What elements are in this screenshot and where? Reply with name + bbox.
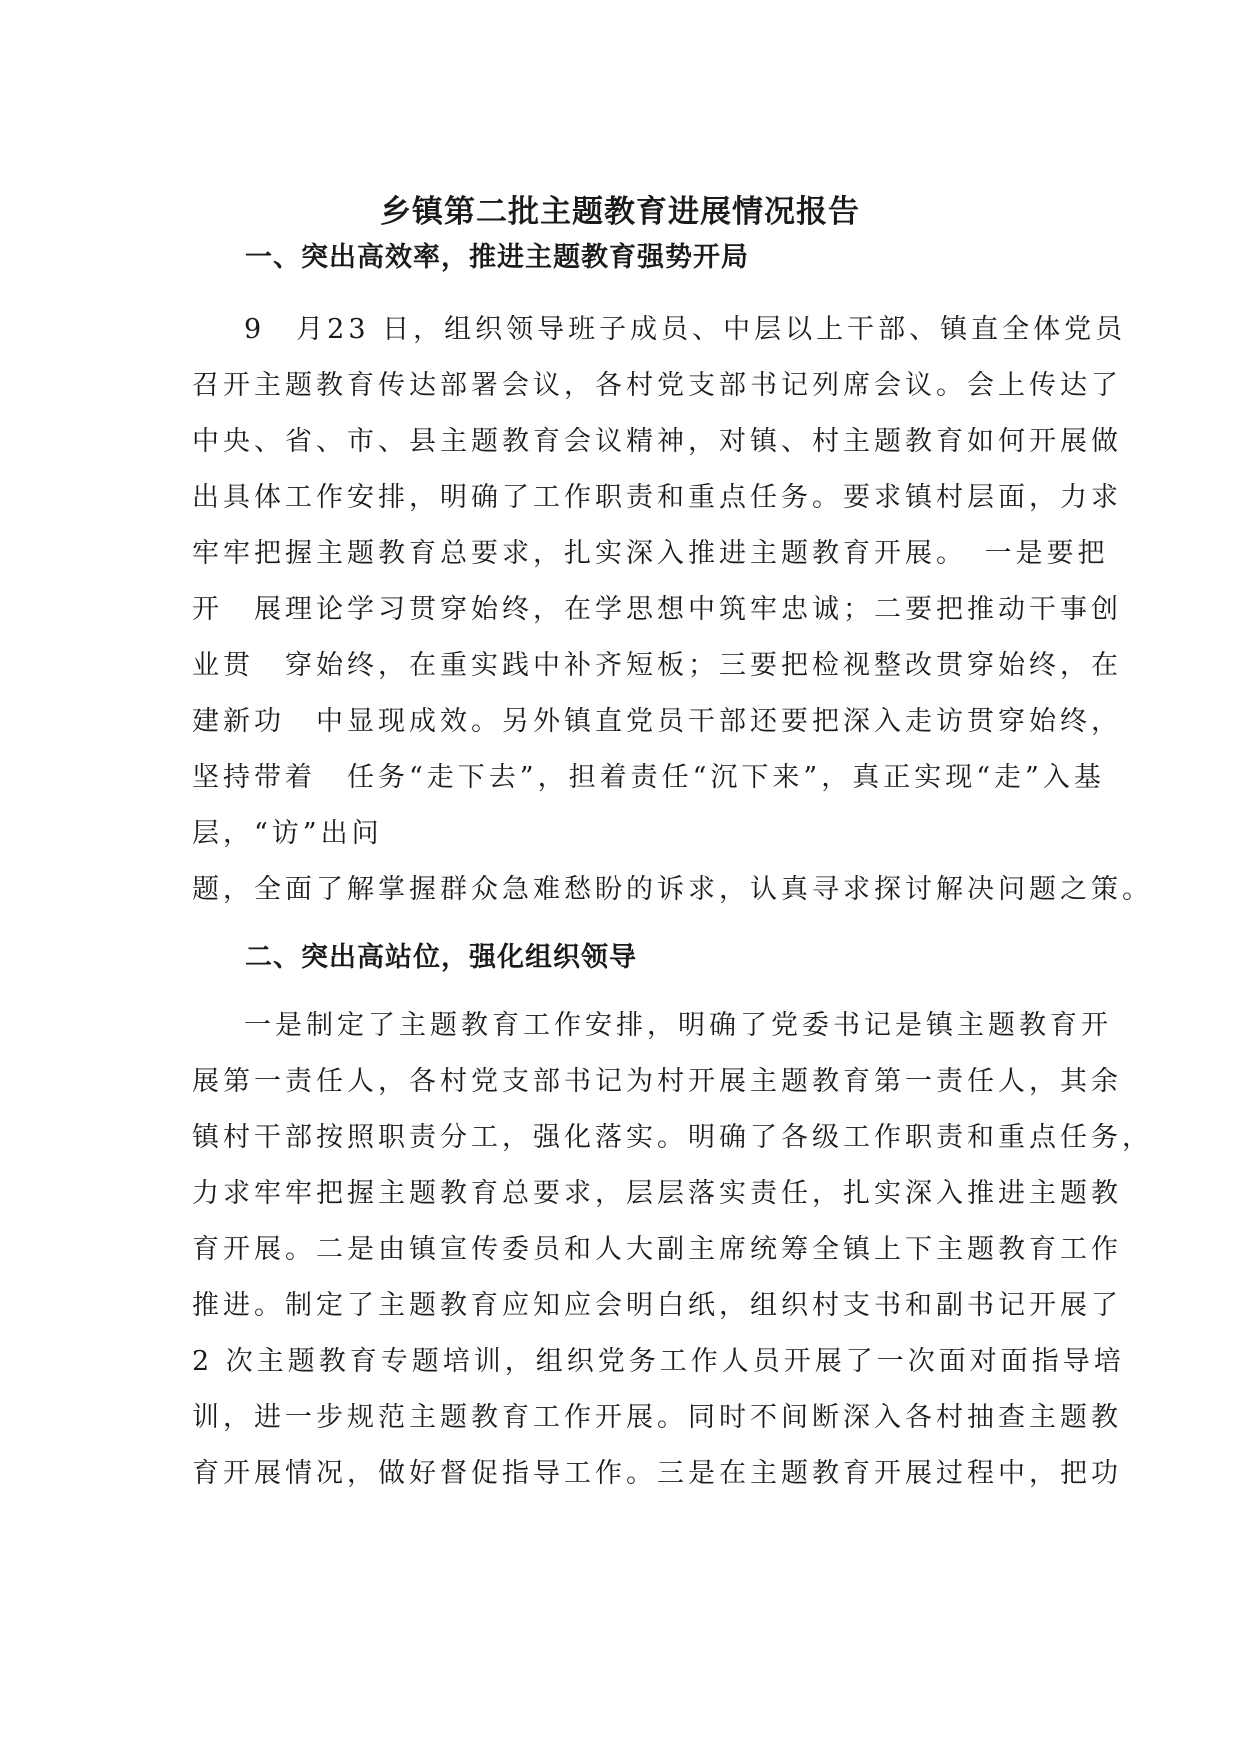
section-1-line: 业贯 穿始终，在重实践中补齐短板；三要把检视整改贯穿始终，在: [192, 650, 1122, 681]
section-1-line: 层，“访”出问: [192, 818, 383, 849]
section-1-line: 召开主题教育传达部署会议，各村党支部书记列席会议。会上传达了: [192, 370, 1122, 401]
section-2-line: 镇村干部按照职责分工，强化落实。明确了各级工作职责和重点任务，: [192, 1122, 1153, 1153]
section-2-line: 育开展情况，做好督促指导工作。三是在主题教育开展过程中，把功: [192, 1458, 1122, 1489]
document-title: 乡镇第二批主题教育进展情况报告: [380, 194, 860, 230]
section-2-line: 力求牢牢把握主题教育总要求，层层落实责任，扎实深入推进主题教: [192, 1178, 1122, 1209]
section-2-line: 训，进一步规范主题教育工作开展。同时不间断深入各村抽查主题教: [192, 1402, 1122, 1433]
section-1-line: 坚持带着 任务“走下去”，担着责任“沉下来”，真正实现“走”入基: [192, 762, 1105, 793]
section-1-line: 出具体工作安排，明确了工作职责和重点任务。要求镇村层面，力求: [192, 482, 1122, 513]
section-2-line: 推进。制定了主题教育应知应会明白纸，组织村支书和副书记开展了: [192, 1290, 1122, 1321]
section-2-line: 展第一责任人，各村党支部书记为村开展主题教育第一责任人，其余: [192, 1066, 1122, 1097]
section-1-line: 建新功 中显现成效。另外镇直党员干部还要把深入走访贯穿始终，: [192, 706, 1122, 737]
section-2-line: 育开展。二是由镇宣传委员和人大副主席统筹全镇上下主题教育工作: [192, 1234, 1122, 1265]
section-2-heading: 二、突出高站位，强化组织领导: [245, 942, 637, 973]
section-1-line: 中央、省、市、县主题教育会议精神，对镇、村主题教育如何开展做: [192, 426, 1122, 457]
section-1-body: [192, 302, 1153, 918]
section-1-line: 9 月23 日，组织领导班子成员、中层以上干部、镇直全体党员: [244, 314, 1127, 345]
section-1-line: 开 展理论学习贯穿始终，在学思想中筑牢忠诚；二要把推动干事创: [192, 594, 1122, 625]
section-2-line: 2 次主题教育专题培训，组织党务工作人员开展了一次面对面指导培: [192, 1346, 1125, 1377]
section-2-body: [192, 998, 1153, 1502]
section-1-line: 牢牢把握主题教育总要求，扎实深入推进主题教育开展。 一是要把: [192, 538, 1109, 569]
section-1-heading: 一、突出高效率，推进主题教育强势开局: [245, 242, 749, 273]
section-2-line: 一是制定了主题教育工作安排，明确了党委书记是镇主题教育开: [244, 1010, 1112, 1041]
section-1-line: 题，全面了解掌握群众急难愁盼的诉求，认真寻求探讨解决问题之策。: [192, 874, 1153, 905]
